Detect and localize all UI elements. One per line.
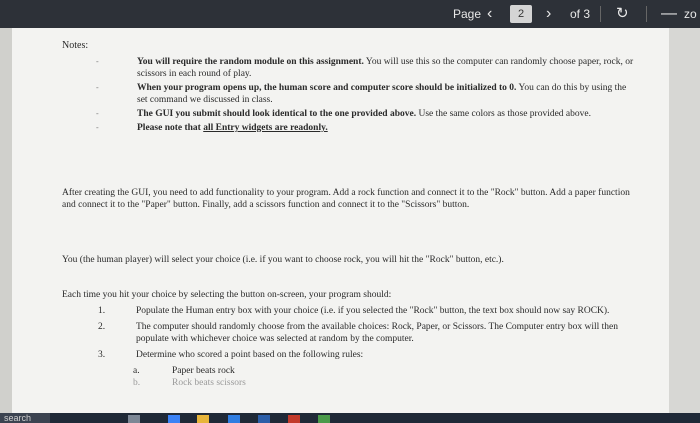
store-icon[interactable] <box>228 415 240 423</box>
bullet-icon: - <box>96 57 99 66</box>
left-gutter <box>0 28 12 413</box>
toolbar-divider <box>600 6 601 22</box>
sub-step-text: Rock beats scissors <box>172 378 246 388</box>
sub-step-letter: a. <box>133 366 140 376</box>
edge-icon[interactable] <box>168 415 180 423</box>
bullet-text: You can do this by using the set command we discussed in class. <box>137 83 627 105</box>
list-item <box>96 122 636 134</box>
list-item <box>96 365 626 377</box>
list-item <box>96 82 636 106</box>
list-item <box>96 108 636 120</box>
list-item <box>96 349 626 361</box>
bullet-bold-text: The GUI you submit should look identical to the one provided above. <box>137 109 417 119</box>
step-text: The computer should randomly choose from the available choices: Rock, Paper, or Scissors. The Computer entry box will then populate with whichever choice was selected at random by the computer. <box>136 322 618 344</box>
right-gutter <box>669 28 700 413</box>
step-text: Determine who scored a point based on the following rules: <box>136 350 364 360</box>
page-number-input[interactable]: 2 <box>510 5 532 23</box>
list-item <box>96 305 626 317</box>
file-explorer-icon[interactable] <box>197 415 209 423</box>
excel-icon[interactable] <box>318 415 330 423</box>
paragraph: Each time you hit your choice by selecting the button on-screen, your program should: <box>62 290 392 300</box>
taskbar-search[interactable]: search <box>0 413 50 423</box>
bullet-text: You will use this so the computer can randomly choose paper, rock, or scissors in each round of play. <box>137 57 634 79</box>
bullet-bold-text: You will require the random module on this assignment. <box>137 57 364 67</box>
notes-heading: Notes: <box>62 40 89 51</box>
bullet-bold-text: When your program opens up, the human score and computer score should be initialized to 0. <box>137 83 517 93</box>
sub-step-text: Paper beats rock <box>172 366 235 376</box>
bullet-icon: - <box>96 83 99 92</box>
list-item <box>96 321 626 345</box>
sub-step-letter: b. <box>133 378 141 388</box>
step-number: 1. <box>98 306 106 316</box>
taskbar <box>0 413 700 423</box>
bullet-icon: - <box>96 123 99 132</box>
bullet-bold-text: Please note that <box>137 123 204 133</box>
minus-icon[interactable]: — <box>661 5 677 22</box>
bullet-text: Use the same colors as those provided above. <box>416 109 591 119</box>
zoom-label: zo <box>684 7 697 21</box>
toolbar-divider <box>646 6 647 22</box>
word-icon[interactable] <box>258 415 270 423</box>
paragraph: After creating the GUI, you need to add functionality to your program. Add a rock function and connect it to the "Rock" button. Add a paper function and connect it to the "Paper" button. Finally, add a scissors function and connect it to the "Scissors" button. <box>62 188 630 210</box>
rotate-icon[interactable]: ↻ <box>616 5 629 22</box>
task-view-icon[interactable] <box>128 415 140 423</box>
pdf-toolbar <box>0 0 700 28</box>
chevron-right-icon[interactable]: › <box>546 5 552 22</box>
chevron-left-icon[interactable]: ‹ <box>487 5 493 22</box>
paragraph: You (the human player) will select your choice (i.e. if you want to choose rock, you will hit the "Rock" button, etc.). <box>62 255 504 265</box>
page-count-label: of 3 <box>570 7 591 21</box>
bullet-icon: - <box>96 109 99 118</box>
step-number: 3. <box>98 350 106 360</box>
bullet-underlined-text: all Entry widgets are readonly. <box>203 123 328 133</box>
powerpoint-icon[interactable] <box>288 415 300 423</box>
steps-list <box>96 305 626 389</box>
list-item <box>96 377 626 389</box>
step-text: Populate the Human entry box with your choice (i.e. if you selected the "Rock" button, the text box should now say ROCK). <box>136 306 610 316</box>
page-label: Page <box>453 7 482 21</box>
notes-list <box>96 56 636 136</box>
step-number: 2. <box>98 322 106 332</box>
list-item <box>96 56 636 80</box>
